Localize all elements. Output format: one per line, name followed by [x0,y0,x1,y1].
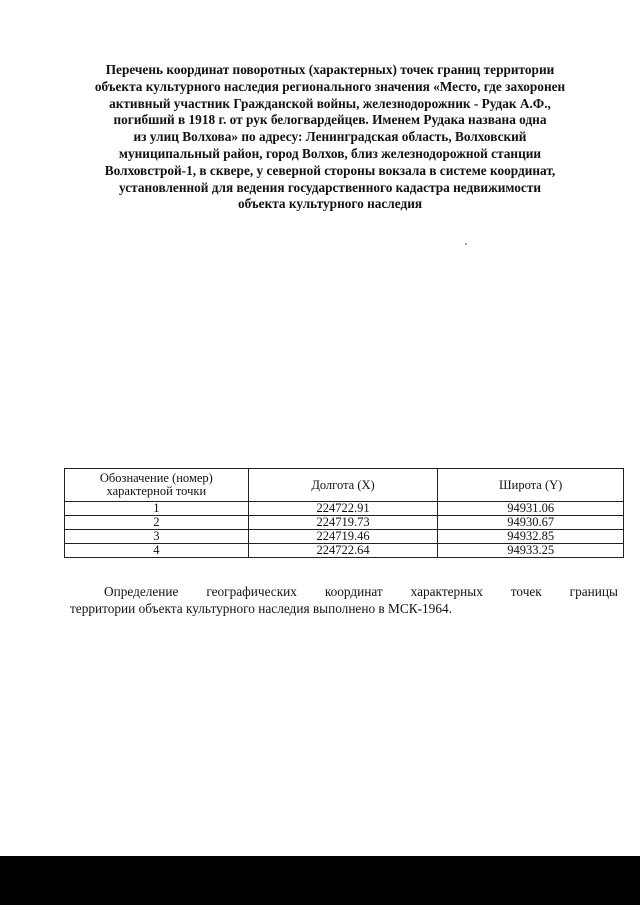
scan-bottom-edge [0,856,640,905]
cell-x: 224719.73 [248,516,438,530]
title-line-8: установленной для ведения государственного кадастра недвижимости [118,179,542,195]
document-title [60,62,600,213]
cell-x: 224719.46 [248,530,438,544]
cell-y: 94931.06 [438,502,624,516]
title-line-3: активный участник Гражданской войны, железнодорожник - Рудак А.Ф., [109,95,551,111]
note-line-1 [70,583,618,600]
cell-y: 94930.67 [438,516,624,530]
note-word: характерных [410,584,483,599]
header-latitude: Широта (Y) [438,469,624,502]
note-paragraph [70,583,618,617]
note-line-2: территории объекта культурного наследия выполнено в МСК-1964. [70,601,452,616]
title-line-6: муниципальный район, город Волхов, близ железнодорожной станции [118,145,542,161]
title-line-5: из улиц Волхова» по адресу: Ленинградская область, Волховский [133,129,527,145]
cell-point: 2 [65,516,249,530]
cell-y: 94932.85 [438,530,624,544]
header-longitude: Долгота (X) [248,469,438,502]
coordinates-table [64,468,624,558]
note-word: точек [510,584,542,599]
note-word: географических [206,584,297,599]
table-header-row [65,469,624,502]
note-word: Определение [104,584,179,599]
cell-point: 1 [65,502,249,516]
cell-x: 224722.91 [248,502,438,516]
scan-speck [465,243,467,245]
title-line-7: Волховстрой-1, в сквере, у северной стороны вокзала в системе координат, [104,162,556,178]
table-row [65,544,624,558]
title-line-4: погибший в 1918 г. от рук белогвардейцев. Именем Рудака названа одна [113,112,547,128]
header-point-line1: Обозначение (номер) [99,471,213,485]
title-line-9: объекта культурного наследия [237,196,423,212]
note-word: координат [324,584,383,599]
table-row [65,516,624,530]
header-point [65,469,249,502]
cell-x: 224722.64 [248,544,438,558]
cell-point: 4 [65,544,249,558]
cell-y: 94933.25 [438,544,624,558]
header-point-line2: характерной точки [106,484,207,498]
table-row [65,530,624,544]
title-line-1: Перечень координат поворотных (характерных) точек границ территории [105,62,555,77]
note-word: границы [569,584,618,599]
title-line-2: объекта культурного наследия регионального значения «Место, где захоронен [94,78,566,94]
cell-point: 3 [65,530,249,544]
table-row [65,502,624,516]
